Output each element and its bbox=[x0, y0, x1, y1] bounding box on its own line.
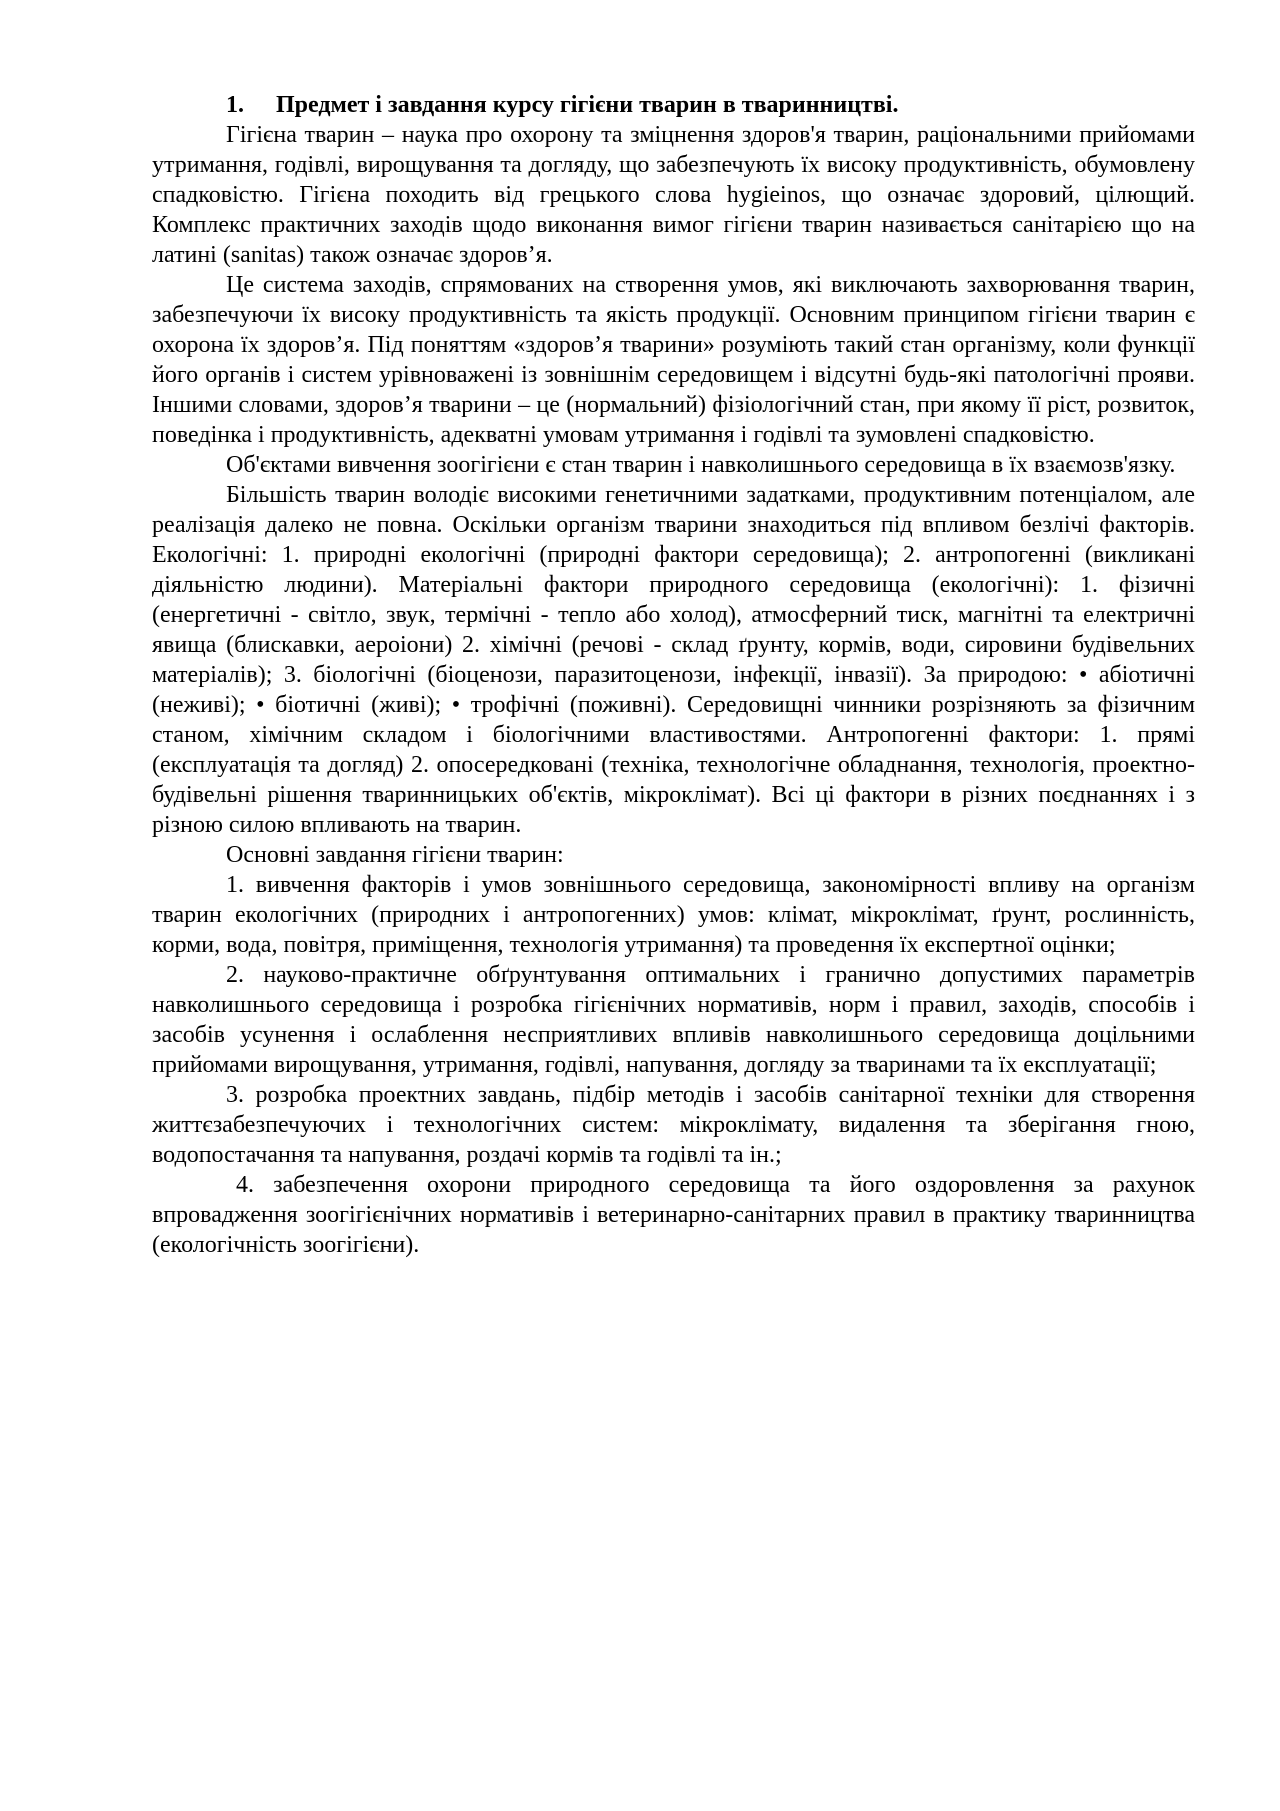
task-item-1: 1. вивчення факторів і умов зовнішнього середовища, закономірності впливу на організм тварин екологічних (природних і антропогенних) умов: клімат, мікроклімат, ґрунт, рослинність, корми, вода, повітря, приміщення, технологія утримання) та проведення їх експертної оцінки; bbox=[152, 872, 1195, 958]
paragraph-definition: Гігієна тварин – наука про охорону та зміцнення здоров'я тварин, раціональними прийомами утримання, годівлі, вирощування та догляду, що забезпечують їх високу продуктивність, обумовлену спадковістю. Гігієна походить від грецького слова hygieinos, що означає здоровий, цілющий. Комплекс практичних заходів щодо виконання вимог гігієни тварин називається санітарією що на латині (sanitas) також означає здоров’я. bbox=[152, 122, 1195, 268]
paragraph-factors: Більшість тварин володіє високими генетичними задатками, продуктивним потенціалом, але реалізація далеко не повна. Оскільки організм тварини знаходиться під впливом безлічі факторів. Екологічні: 1. природні екологічні (природні фактори середовища); 2. антропогенні (викликані діяльністю людини). Матеріальні фактори природного середовища (екологічні): 1. фізичні (енергетичні - світло, звук, термічні - тепло або холод), атмосферний тиск, магнітні та електричні явища (блискавки, аероіони) 2. хімічні (речові - склад ґрунту, кормів, води, сировини будівельних матеріалів); 3. біологічні (біоценози, паразитоценози, інфекції, інвазії). За природою: • абіотичні (неживі); • біотичні (живі); • трофічні (поживні). Середовищні чинники розрізняють за фізичним станом, хімічним складом і біологічними властивостями. Антропогенні фактори: 1. прямі (експлуатація та догляд) 2. опосередковані (техніка, технологічне обладнання, технологія, проектно-будівельні рішення тваринницьких об'єктів, мікроклімат). Всі ці фактори в різних поєднаннях і з різною силою впливають на тварин. bbox=[152, 482, 1195, 838]
task-item-4: 4. забезпечення охорони природного середовища та його оздоровлення за рахунок впровадження зоогігієнічних нормативів і ветеринарно-санітарних правил в практику тваринництва (екологічність зоогігієни). bbox=[152, 1172, 1195, 1258]
paragraph-system: Це система заходів, спрямованих на створення умов, які виключають захворювання тварин, забезпечуючи їх високу продуктивність та якість продукції. Основним принципом гігієни тварин є охорона їх здоров’я. Під поняттям «здоров’я тварини» розуміють такий стан організму, коли функції його органів і систем урівноважені із зовнішнім середовищем і відсутні будь-які патологічні прояви. Іншими словами, здоров’я тварини – це (нормальний) фізіологічний стан, при якому її ріст, розвиток, поведінка і продуктивність, адекватні умовам утримання і годівлі та зумовлені спадковістю. bbox=[152, 272, 1195, 448]
paragraph-tasks-intro: Основні завдання гігієни тварин: bbox=[226, 842, 564, 868]
section-heading bbox=[152, 90, 1195, 120]
task-item-3: 3. розробка проектних завдань, підбір методів і засобів санітарної техніки для створення життєзабезпечуючих і технологічних систем: мікроклімату, видалення та зберігання гною, водопостачання та напування, роздачі кормів та годівлі та ін.; bbox=[152, 1082, 1195, 1168]
section-title: Предмет і завдання курсу гігієни тварин в тваринництві. bbox=[276, 92, 899, 118]
paragraph-objects: Об'єктами вивчення зоогігієни є стан тварин і навколишнього середовища в їх взаємозв'язку. bbox=[226, 452, 1176, 478]
task-item-2: 2. науково-практичне обґрунтування оптимальних і гранично допустимих параметрів навколишнього середовища і розробка гігієнічних нормативів, норм і правил, заходів, способів і засобів усунення і ослаблення несприятливих впливів навколишнього середовища доцільними прийомами вирощування, утримання, годівлі, напування, догляду за тваринами та їх експлуатації; bbox=[152, 962, 1195, 1078]
section-number: 1. bbox=[226, 92, 244, 118]
